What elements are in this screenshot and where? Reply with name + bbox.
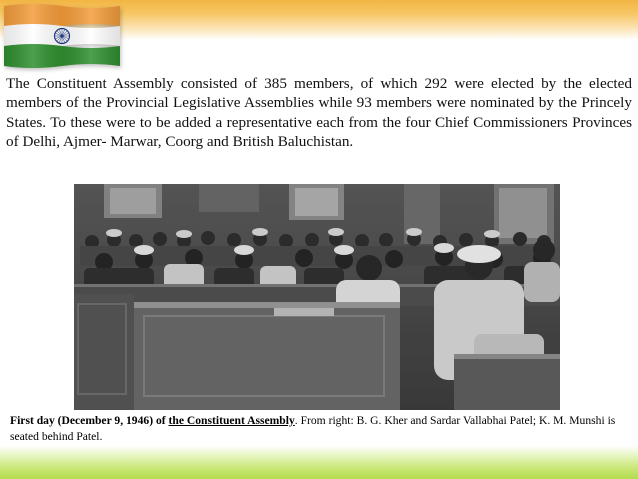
intro-paragraph: The Constituent Assembly consisted of 385 members, of which 292 were elected by the elected members of the Provincial Legislative Assemblies while 93 members were nominated by the Princely States. To these were to be added a representative each from the four Chief Commissioners Provinces of Delhi, Ajmer- Marwar, Coorg and British Baluchistan. (6, 75, 632, 150)
assembly-photo (74, 184, 560, 410)
bottom-decorative-band (0, 446, 638, 479)
india-flag-icon (4, 2, 120, 68)
caption-lead: First day (December 9, 1946) of (10, 414, 169, 427)
caption-rest: . From right: B. G. Kher and Sardar Vallabhai Patel; K. M. Munshi is seated behind Patel. (10, 414, 616, 443)
photo-caption (10, 413, 632, 444)
constituent-assembly-link[interactable]: the Constituent Assembly (168, 414, 295, 427)
